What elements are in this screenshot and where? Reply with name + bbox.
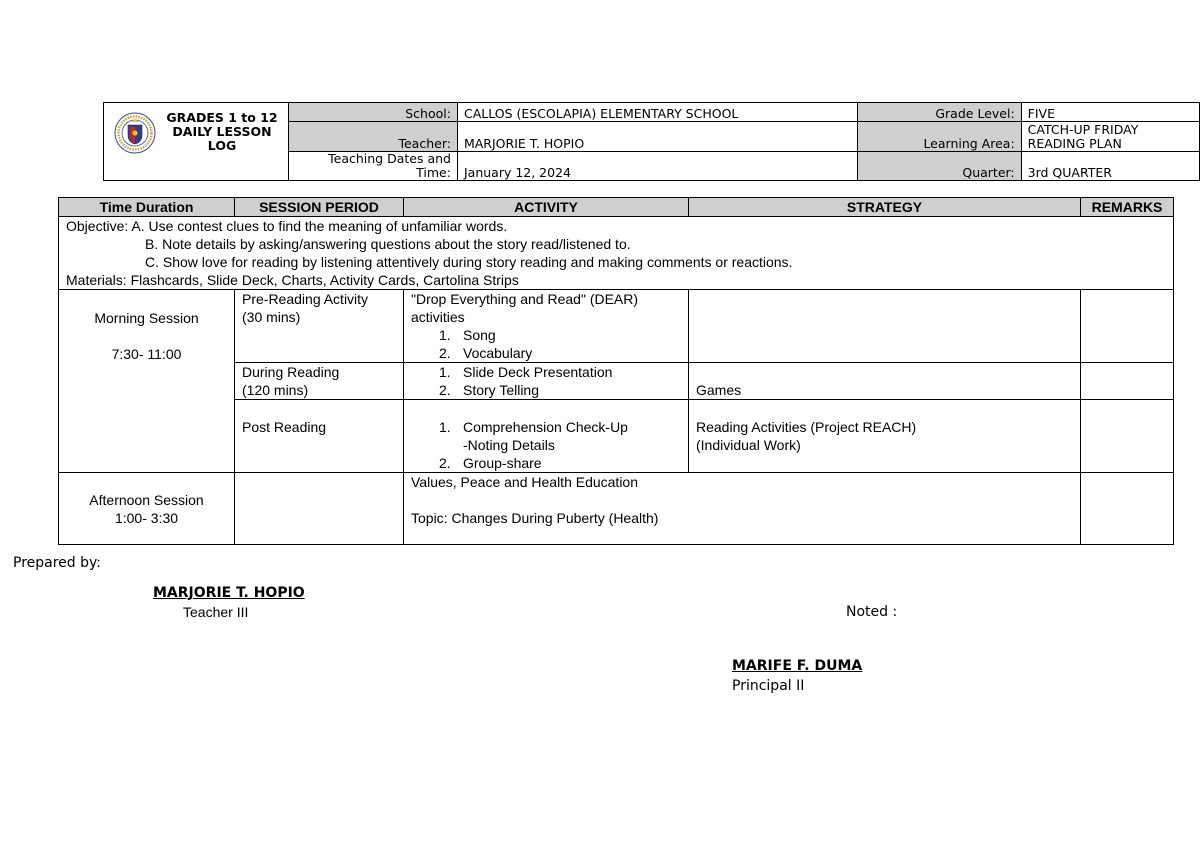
pre-reading-activity bbox=[404, 290, 689, 363]
noted-label: Noted : bbox=[846, 604, 898, 620]
list-text: Slide Deck Presentation bbox=[463, 364, 613, 380]
list-item bbox=[411, 344, 681, 362]
list-text: Song bbox=[463, 327, 496, 343]
objective-b: B. Note details by asking/answering questions about the story read/listened to. bbox=[145, 236, 631, 252]
list-number: 2. bbox=[439, 382, 451, 398]
list-text: Group-share bbox=[463, 455, 542, 471]
list-item bbox=[411, 363, 681, 381]
teacher-position: Teacher III bbox=[183, 604, 249, 620]
afternoon-period bbox=[235, 473, 404, 545]
list-text: Vocabulary bbox=[463, 345, 533, 361]
lesson-log-header-grid bbox=[103, 102, 1200, 181]
afternoon-activity-line-1: Values, Peace and Health Education bbox=[411, 474, 639, 490]
list-subitem: -Noting Details bbox=[463, 437, 555, 453]
objective-a: Objective: A. Use contest clues to find the meaning of unfamiliar words. bbox=[66, 218, 508, 234]
quarter-label: Quarter: bbox=[857, 152, 1021, 181]
objective-c: C. Show love for reading by listening attentively during story reading and making comments or reactions. bbox=[145, 254, 793, 270]
header-logo-area bbox=[104, 103, 289, 181]
pre-reading-activity-line-2: activities bbox=[411, 309, 465, 325]
header-title-line-2: DAILY LESSON bbox=[172, 124, 272, 139]
pre-reading-activity-line-1: "Drop Everything and Read" (DEAR) bbox=[411, 291, 639, 307]
deped-logo-icon bbox=[114, 112, 156, 154]
teaching-dates-label-line-2: Time: bbox=[416, 165, 451, 180]
list-number: 1. bbox=[439, 419, 451, 435]
list-text: Comprehension Check-Up bbox=[463, 419, 628, 435]
col-header-strategy: STRATEGY bbox=[689, 198, 1081, 217]
objectives-cell bbox=[59, 217, 1174, 290]
header-title-line-3: LOG bbox=[207, 138, 237, 153]
afternoon-session-cell bbox=[59, 473, 235, 545]
list-item bbox=[411, 418, 681, 436]
morning-session-label: Morning Session bbox=[94, 310, 199, 326]
post-reading-strategy-line-2: (Individual Work) bbox=[696, 437, 801, 453]
school-label: School: bbox=[289, 103, 458, 122]
col-header-time-duration: Time Duration bbox=[59, 198, 235, 217]
during-reading-period bbox=[235, 363, 404, 400]
during-reading-activity-list bbox=[411, 363, 681, 399]
afternoon-session-time: 1:00- 3:30 bbox=[114, 509, 179, 526]
post-reading-activity bbox=[404, 400, 689, 473]
morning-session-cell bbox=[59, 290, 235, 473]
grade-level-value: FIVE bbox=[1021, 103, 1199, 122]
during-reading-period-line-2: (120 mins) bbox=[242, 382, 309, 398]
pre-reading-strategy bbox=[689, 290, 1081, 363]
pre-reading-activity-list bbox=[411, 326, 681, 362]
afternoon-remarks bbox=[1081, 473, 1174, 545]
col-header-activity: ACTIVITY bbox=[404, 198, 689, 217]
list-number: 2. bbox=[439, 455, 451, 471]
quarter-value: 3rd QUARTER bbox=[1021, 152, 1199, 181]
school-value: CALLOS (ESCOLAPIA) ELEMENTARY SCHOOL bbox=[457, 103, 857, 122]
list-item bbox=[411, 454, 681, 472]
principal-position: Principal II bbox=[732, 678, 805, 694]
afternoon-session-label: Afternoon Session bbox=[89, 491, 204, 508]
teacher-signature-name: MARJORIE T. HOPIO bbox=[153, 585, 305, 601]
during-reading-strategy-text: Games bbox=[696, 382, 742, 398]
prepared-by-label: Prepared by: bbox=[13, 555, 101, 571]
objectives-row bbox=[59, 217, 1174, 290]
afternoon-activity-line-2: Topic: Changes During Puberty (Health) bbox=[411, 510, 659, 526]
pre-reading-period bbox=[235, 290, 404, 363]
list-item bbox=[411, 326, 681, 344]
teaching-dates-label-line-1: Teaching Dates and bbox=[328, 151, 451, 166]
table-header-row bbox=[59, 198, 1174, 217]
pre-reading-period-line-2: (30 mins) bbox=[242, 309, 301, 325]
post-reading-remarks bbox=[1081, 400, 1174, 473]
learning-area-line-1: CATCH-UP FRIDAY bbox=[1027, 122, 1139, 137]
list-number: 1. bbox=[439, 327, 451, 343]
learning-area-label: Learning Area: bbox=[857, 122, 1021, 152]
principal-signature-name: MARIFE F. DUMA bbox=[732, 658, 863, 674]
during-reading-activity bbox=[404, 363, 689, 400]
during-reading-strategy bbox=[689, 363, 1081, 400]
header-title-line-1: GRADES 1 to 12 bbox=[166, 110, 278, 125]
list-number: 2. bbox=[439, 345, 451, 361]
morning-session-time: 7:30- 11:00 bbox=[111, 346, 182, 362]
table-row bbox=[59, 290, 1174, 363]
materials-line: Materials: Flashcards, Slide Deck, Charts, Activity Cards, Cartolina Strips bbox=[66, 272, 519, 288]
post-reading-period bbox=[235, 400, 404, 473]
afternoon-activity bbox=[404, 473, 1081, 545]
post-reading-period-text: Post Reading bbox=[242, 419, 327, 435]
table-row bbox=[59, 473, 1174, 545]
list-number: 1. bbox=[439, 364, 451, 380]
teacher-value: MARJORIE T. HOPIO bbox=[457, 122, 857, 152]
col-header-session-period: SESSION PERIOD bbox=[235, 198, 404, 217]
teaching-dates-value: January 12, 2024 bbox=[457, 152, 857, 181]
post-reading-activity-list bbox=[411, 418, 681, 472]
pre-reading-period-line-1: Pre-Reading Activity bbox=[242, 291, 369, 307]
during-reading-period-line-1: During Reading bbox=[242, 364, 340, 380]
grade-level-label: Grade Level: bbox=[857, 103, 1021, 122]
post-reading-strategy bbox=[689, 400, 1081, 473]
lesson-plan-table bbox=[58, 197, 1174, 545]
learning-area-value bbox=[1021, 122, 1199, 152]
post-reading-strategy-line-1: Reading Activities (Project REACH) bbox=[696, 419, 917, 435]
list-item bbox=[411, 381, 681, 399]
teaching-dates-label bbox=[289, 152, 458, 181]
list-text: Story Telling bbox=[463, 382, 540, 398]
teacher-label: Teacher: bbox=[289, 122, 458, 152]
col-header-remarks: REMARKS bbox=[1081, 198, 1174, 217]
during-reading-remarks bbox=[1081, 363, 1174, 400]
learning-area-line-2: READING PLAN bbox=[1027, 136, 1122, 151]
pre-reading-remarks bbox=[1081, 290, 1174, 363]
